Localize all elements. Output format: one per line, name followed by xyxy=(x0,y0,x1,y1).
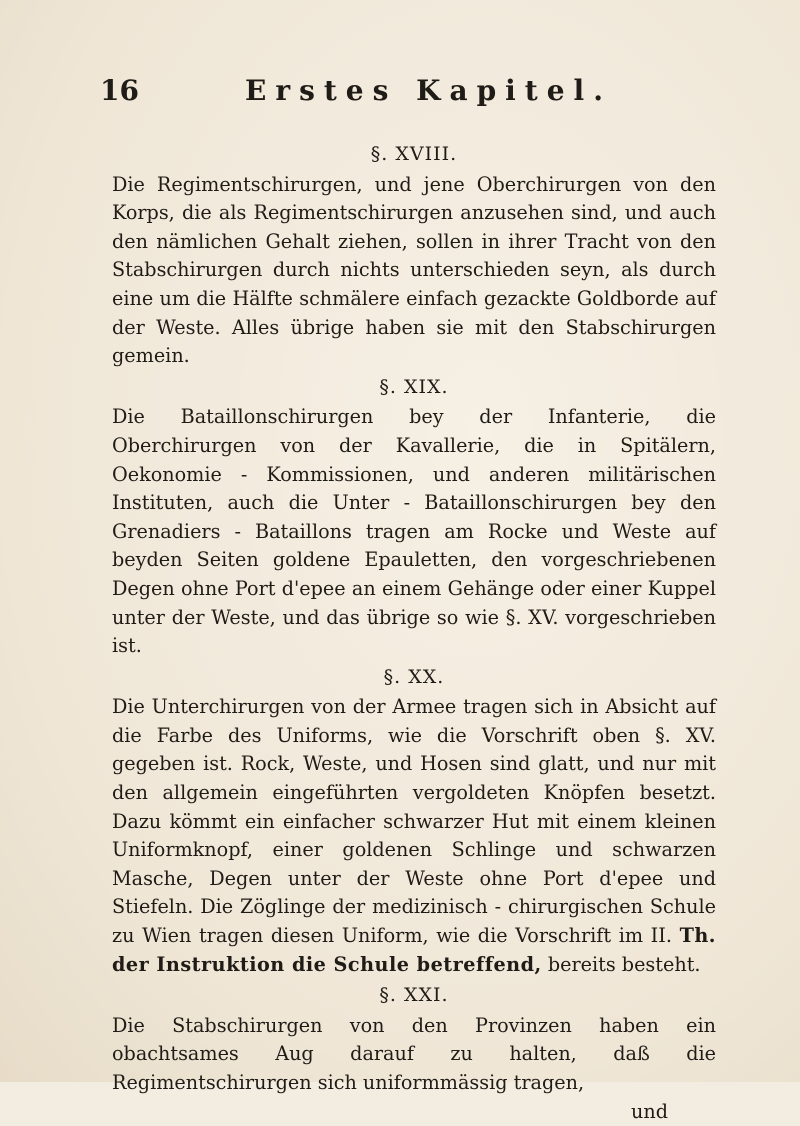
section-heading-xx: §. XX. xyxy=(383,665,445,688)
paragraph-xx-text: Die Unterchirurgen von der Armee tragen sich in Absicht auf die Farbe des Uniforms, wie die Vorschrift oben §. XV. gegeben ist. Rock, Weste, und Hosen sind glatt, und nur mit den allgemein eingeführten vergoldeten Knöpfen besetzt. Dazu kömmt ein einfacher schwarzer Hut mit einem kleinen Uniformknopf, einer goldenen Schlinge und schwarzen Masche, Degen unter der Weste ohne Port d'epee und Stiefeln. Die Zöglinge der medizinisch - chirurgischen Schule zu Wien tragen diesen Uniform, wie die Vorschrift im II. xyxy=(112,695,716,948)
section-heading-xix: §. XIX. xyxy=(379,375,449,398)
paragraph-xx-end: bereits besteht. xyxy=(547,952,701,976)
paragraph-xxi: Die Stabschirurgen von den Provinzen haben ein obachtsames Aug darauf zu halten, daß die Regimentschirurgen sich uniformmässig tragen, xyxy=(112,1013,716,1094)
paragraph-xx-emphasis: Th. der Instruktion die Schule betreffend, xyxy=(112,924,716,976)
page-header xyxy=(100,74,720,114)
paragraph-xix: Die Bataillonschirurgen bey der Infanterie, die Oberchirurgen von der Kavallerie, die in Spitälern, Oekonomie - Kommissionen, und anderen militärischen Instituten, auch die Unter - Bataillonschirurgen bey den Grenadiers - Bataillons tragen am Rocke und Weste auf beyden Seiten goldene Epauletten, den vorgeschriebenen Degen ohne Port d'epee an einem Gehänge oder einer Kuppel unter der Weste, und das übrige so wie §. XV. vorgeschrieben ist. xyxy=(112,405,716,658)
paragraph-xx xyxy=(112,693,716,979)
section-heading-xxi: §. XXI. xyxy=(379,984,449,1007)
running-title: Erstes Kapitel. xyxy=(245,74,612,107)
body-text xyxy=(112,138,716,1126)
catchword: und xyxy=(631,1099,668,1123)
page-number: 16 xyxy=(100,74,139,107)
paragraph-xviii: Die Regimentschirurgen, und jene Oberchirurgen von den Korps, die als Regimentschirurgen anzusehen sind, und auch den nämlichen Gehalt ziehen, sollen in ihrer Tracht von den Stabschirurgen durch nichts unterschieden seyn, als durch eine um die Hälfte schmälere einfach gezackte Goldborde auf der Weste. Alles übrige haben sie mit den Stabschirurgen gemein. xyxy=(112,172,716,368)
section-heading-xviii: §. XVIII. xyxy=(370,143,458,165)
